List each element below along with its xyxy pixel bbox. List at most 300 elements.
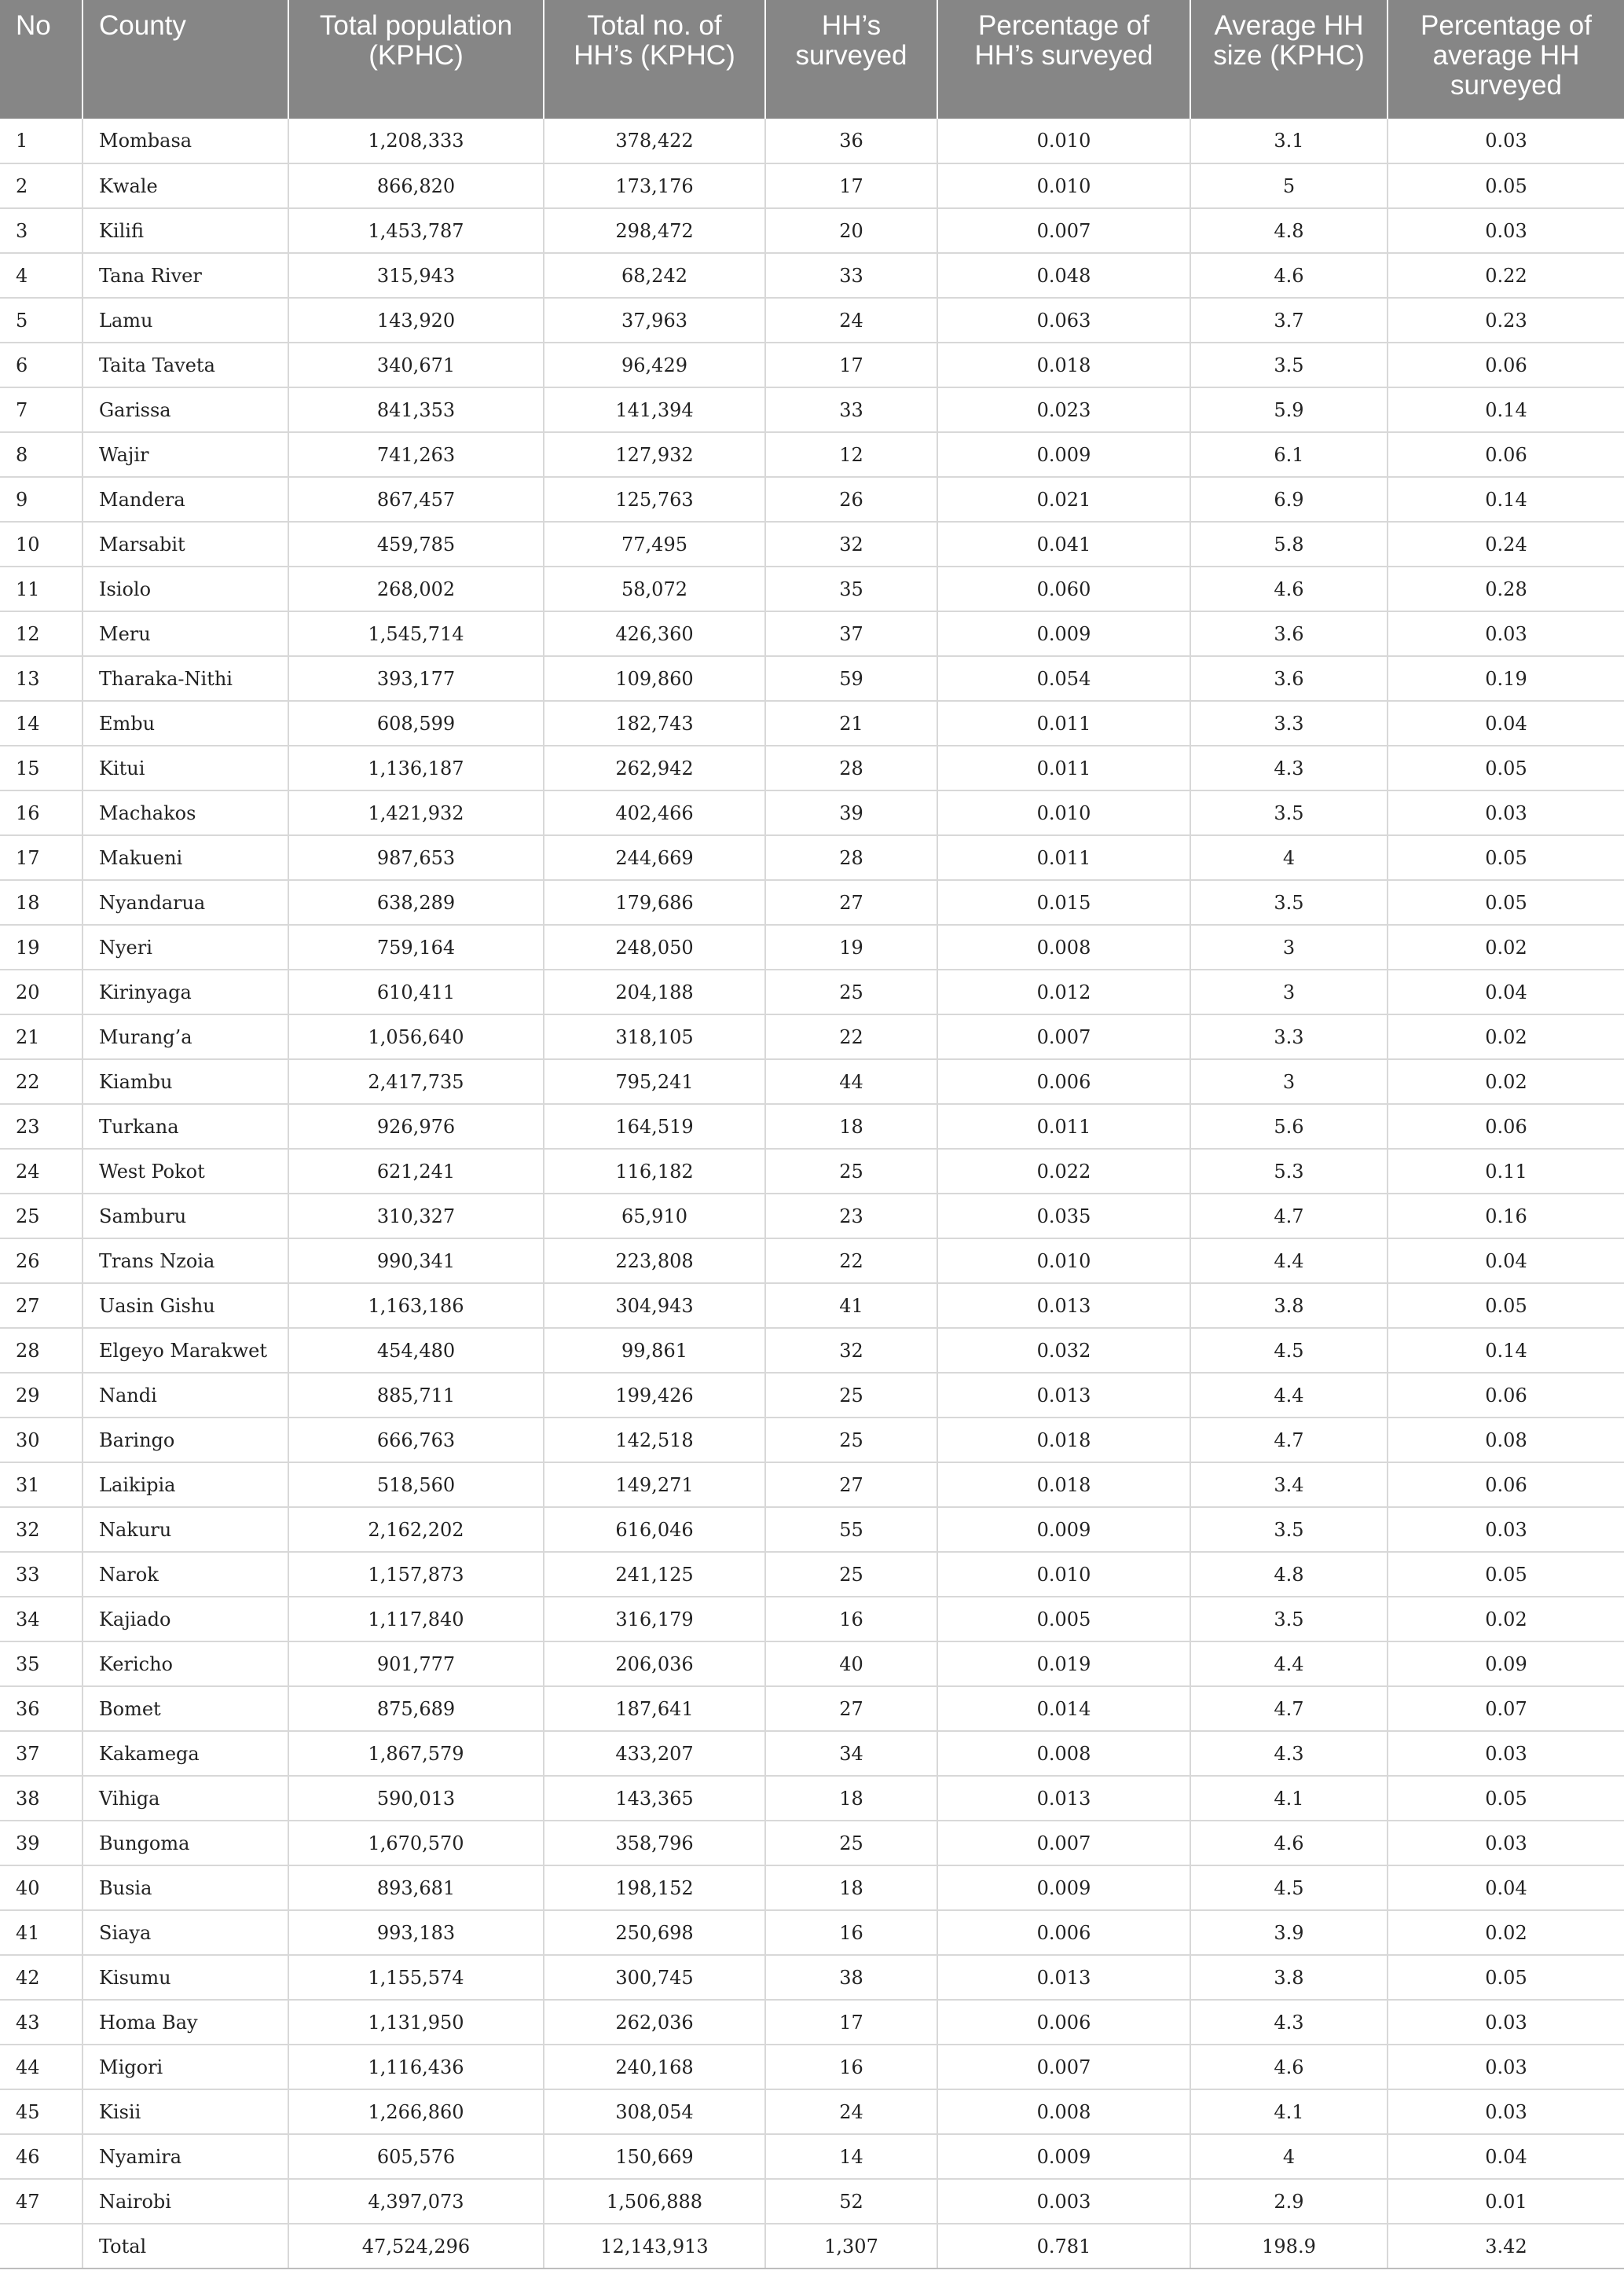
cell-county: Kiambu [82,1059,288,1104]
table-row [0,790,1624,835]
cell-total-population: 621,241 [288,1149,544,1194]
cell-percentage-surveyed: 0.010 [937,119,1190,163]
table-row [0,1328,1624,1373]
cell-county: Kirinyaga [82,970,288,1014]
cell-percentage-surveyed: 0.023 [937,387,1190,432]
cell-total-population: 393,177 [288,656,544,701]
cell-percentage-average-hh: 0.04 [1388,2134,1624,2179]
cell-county: Turkana [82,1104,288,1149]
cell-total-households: 616,046 [544,1507,765,1552]
cell-county: Kisumu [82,1955,288,2000]
cell-households-surveyed: 44 [765,1059,937,1104]
cell-average-hh-size: 6.9 [1190,477,1388,522]
cell-households-surveyed: 41 [765,1283,937,1328]
table-row [0,522,1624,567]
cell-total-households: 68,242 [544,253,765,298]
cell-average-hh-size: 4.8 [1190,208,1388,253]
cell-total-households: 240,168 [544,2045,765,2089]
cell-total-households: 223,808 [544,1238,765,1283]
cell-average-hh-size: 3.5 [1190,1597,1388,1641]
cell-percentage-surveyed: 0.006 [937,1059,1190,1104]
cell-households-surveyed: 35 [765,567,937,611]
cell-county: Machakos [82,790,288,835]
table-row [0,1059,1624,1104]
cell-no: 25 [0,1194,82,1238]
cell-county: Trans Nzoia [82,1238,288,1283]
cell-households-surveyed: 19 [765,925,937,970]
cell-total-population: 605,576 [288,2134,544,2179]
cell-county: Isiolo [82,567,288,611]
cell-no: 1 [0,119,82,163]
cell-no: 13 [0,656,82,701]
cell-average-hh-size: 3 [1190,925,1388,970]
cell-average-hh-size: 4.5 [1190,1865,1388,1910]
cell-no: 7 [0,387,82,432]
table-row [0,835,1624,880]
table-row [0,1283,1624,1328]
table-row [0,2045,1624,2089]
cell-households-surveyed: 22 [765,1238,937,1283]
cell-percentage-surveyed: 0.035 [937,1194,1190,1238]
cell-households-surveyed: 25 [765,1149,937,1194]
cell-total-population: 2,417,735 [288,1059,544,1104]
cell-percentage-average-hh: 0.03 [1388,790,1624,835]
cell-no: 15 [0,746,82,790]
cell-average-hh-size: 4.4 [1190,1373,1388,1418]
cell-percentage-surveyed: 0.013 [937,1776,1190,1821]
cell-households-surveyed: 55 [765,1507,937,1552]
cell-percentage-average-hh: 0.03 [1388,611,1624,656]
total-row [0,2224,1624,2268]
table-row [0,477,1624,522]
cell-total-households: 65,910 [544,1194,765,1238]
cell-households-surveyed: 26 [765,477,937,522]
cell-total-population: 143,920 [288,298,544,343]
cell-households-surveyed: 52 [765,2179,937,2224]
cell-average-hh-size: 3.5 [1190,880,1388,925]
cell-average-hh-size: 3.4 [1190,1462,1388,1507]
cell-county: Busia [82,1865,288,1910]
cell-total-households: 99,861 [544,1328,765,1373]
cell-households-surveyed: 32 [765,1328,937,1373]
cell-total-households: 116,182 [544,1149,765,1194]
cell-households-surveyed: 25 [765,970,937,1014]
cell-total-population: 459,785 [288,522,544,567]
cell-no: 6 [0,343,82,387]
cell-total-households: 141,394 [544,387,765,432]
cell-percentage-surveyed: 0.060 [937,567,1190,611]
cell-percentage-surveyed: 0.008 [937,925,1190,970]
cell-households-surveyed: 23 [765,1194,937,1238]
cell-households-surveyed: 33 [765,387,937,432]
cell-no: 35 [0,1641,82,1686]
cell-households-surveyed: 17 [765,2000,937,2045]
cell-average-hh-size: 3.5 [1190,1507,1388,1552]
table-row [0,253,1624,298]
table-row [0,1238,1624,1283]
cell-households-surveyed: 25 [765,1552,937,1597]
table-row [0,1641,1624,1686]
cell-average-hh-size: 4.7 [1190,1194,1388,1238]
cell-percentage-surveyed: 0.019 [937,1641,1190,1686]
cell-percentage-surveyed: 0.013 [937,1283,1190,1328]
cell-percentage-average-hh: 0.06 [1388,1373,1624,1418]
cell-total-population: 340,671 [288,343,544,387]
cell-county: Kitui [82,746,288,790]
table-row [0,925,1624,970]
cell-no: 24 [0,1149,82,1194]
cell-percentage-average-hh: 0.05 [1388,163,1624,208]
table-row [0,1731,1624,1776]
cell-percentage-surveyed: 0.003 [937,2179,1190,2224]
cell-county: Kwale [82,163,288,208]
cell-total-population: 638,289 [288,880,544,925]
cell-county: Bungoma [82,1821,288,1865]
cell-average-hh-size: 4 [1190,835,1388,880]
cell-no [0,2224,82,2268]
cell-county: Meru [82,611,288,656]
cell-total-population: 759,164 [288,925,544,970]
table-body [0,119,1624,2268]
cell-total-population: 610,411 [288,970,544,1014]
cell-total-households: 262,942 [544,746,765,790]
cell-households-surveyed: 22 [765,1014,937,1059]
cell-total-population: 885,711 [288,1373,544,1418]
cell-average-hh-size: 3 [1190,1059,1388,1104]
cell-percentage-average-hh: 0.11 [1388,1149,1624,1194]
cell-percentage-average-hh: 0.03 [1388,1821,1624,1865]
cell-average-hh-size: 5 [1190,163,1388,208]
cell-county: Nyandarua [82,880,288,925]
cell-percentage-average-hh: 0.03 [1388,1731,1624,1776]
cell-percentage-average-hh: 0.28 [1388,567,1624,611]
cell-county: Lamu [82,298,288,343]
cell-average-hh-size: 4.4 [1190,1641,1388,1686]
cell-percentage-average-hh: 0.04 [1388,1238,1624,1283]
cell-average-hh-size: 5.3 [1190,1149,1388,1194]
cell-average-hh-size: 3.1 [1190,119,1388,163]
cell-percentage-average-hh: 0.05 [1388,835,1624,880]
cell-percentage-surveyed: 0.781 [937,2224,1190,2268]
cell-county: Elgeyo Marakwet [82,1328,288,1373]
cell-total-population: 987,653 [288,835,544,880]
table-row [0,1104,1624,1149]
table-row [0,1910,1624,1955]
cell-total-population: 1,136,187 [288,746,544,790]
cell-average-hh-size: 4.6 [1190,253,1388,298]
cell-percentage-average-hh: 0.24 [1388,522,1624,567]
cell-average-hh-size: 3.3 [1190,701,1388,746]
table-row [0,2000,1624,2045]
cell-total-population: 4,397,073 [288,2179,544,2224]
cell-average-hh-size: 3.8 [1190,1955,1388,2000]
cell-households-surveyed: 27 [765,880,937,925]
cell-total-households: 125,763 [544,477,765,522]
cell-percentage-average-hh: 0.02 [1388,1597,1624,1641]
cell-total-population: 454,480 [288,1328,544,1373]
cell-county: Marsabit [82,522,288,567]
cell-total-population: 47,524,296 [288,2224,544,2268]
cell-average-hh-size: 6.1 [1190,432,1388,477]
cell-average-hh-size: 4.1 [1190,1776,1388,1821]
cell-no: 45 [0,2089,82,2134]
cell-percentage-surveyed: 0.021 [937,477,1190,522]
cell-average-hh-size: 3.5 [1190,343,1388,387]
cell-percentage-average-hh: 0.05 [1388,746,1624,790]
header-total-households: Total no. of HH’s (KPHC) [544,0,765,119]
cell-average-hh-size: 5.6 [1190,1104,1388,1149]
cell-percentage-average-hh: 0.04 [1388,1865,1624,1910]
cell-percentage-surveyed: 0.011 [937,701,1190,746]
cell-households-surveyed: 18 [765,1776,937,1821]
cell-county: Total [82,2224,288,2268]
cell-average-hh-size: 3.9 [1190,1910,1388,1955]
cell-percentage-average-hh: 0.02 [1388,1910,1624,1955]
cell-percentage-average-hh: 0.03 [1388,119,1624,163]
cell-no: 33 [0,1552,82,1597]
cell-percentage-surveyed: 0.018 [937,343,1190,387]
cell-average-hh-size: 4.4 [1190,1238,1388,1283]
cell-county: Garissa [82,387,288,432]
table-row [0,880,1624,925]
header-percentage-surveyed: Percentage of HH’s surveyed [937,0,1190,119]
table-row [0,163,1624,208]
cell-total-households: 96,429 [544,343,765,387]
cell-percentage-average-hh: 0.03 [1388,1507,1624,1552]
cell-average-hh-size: 4.7 [1190,1418,1388,1462]
cell-average-hh-size: 4.6 [1190,2045,1388,2089]
cell-households-surveyed: 14 [765,2134,937,2179]
cell-percentage-surveyed: 0.010 [937,1238,1190,1283]
cell-total-households: 187,641 [544,1686,765,1731]
cell-total-population: 268,002 [288,567,544,611]
cell-percentage-surveyed: 0.012 [937,970,1190,1014]
cell-average-hh-size: 4.5 [1190,1328,1388,1373]
cell-county: Kajiado [82,1597,288,1641]
cell-percentage-average-hh: 0.05 [1388,1283,1624,1328]
cell-percentage-surveyed: 0.009 [937,611,1190,656]
table-row [0,1507,1624,1552]
cell-households-surveyed: 25 [765,1821,937,1865]
cell-percentage-surveyed: 0.007 [937,1014,1190,1059]
table-row [0,970,1624,1014]
cell-total-households: 298,472 [544,208,765,253]
cell-total-population: 1,421,932 [288,790,544,835]
cell-total-households: 109,860 [544,656,765,701]
cell-county: Tharaka-Nithi [82,656,288,701]
cell-total-population: 1,131,950 [288,2000,544,2045]
cell-percentage-surveyed: 0.054 [937,656,1190,701]
table-row [0,1821,1624,1865]
cell-percentage-surveyed: 0.009 [937,432,1190,477]
cell-percentage-average-hh: 0.01 [1388,2179,1624,2224]
table-row [0,701,1624,746]
cell-percentage-surveyed: 0.018 [937,1462,1190,1507]
cell-total-households: 150,669 [544,2134,765,2179]
cell-percentage-average-hh: 0.23 [1388,298,1624,343]
cell-county: Samburu [82,1194,288,1238]
cell-no: 38 [0,1776,82,1821]
table-row [0,387,1624,432]
cell-percentage-average-hh: 0.07 [1388,1686,1624,1731]
cell-households-surveyed: 21 [765,701,937,746]
cell-no: 22 [0,1059,82,1104]
cell-no: 29 [0,1373,82,1418]
cell-total-population: 1,266,860 [288,2089,544,2134]
cell-no: 17 [0,835,82,880]
cell-total-households: 262,036 [544,2000,765,2045]
cell-county: Mombasa [82,119,288,163]
table-row [0,1373,1624,1418]
cell-total-population: 875,689 [288,1686,544,1731]
cell-total-households: 426,360 [544,611,765,656]
cell-households-surveyed: 27 [765,1686,937,1731]
cell-percentage-average-hh: 0.03 [1388,2089,1624,2134]
table-row [0,119,1624,163]
cell-households-surveyed: 17 [765,343,937,387]
cell-total-households: 127,932 [544,432,765,477]
cell-percentage-surveyed: 0.009 [937,1865,1190,1910]
table-row [0,2179,1624,2224]
header-average-hh-size: Average HH size (KPHC) [1190,0,1388,119]
cell-total-households: 300,745 [544,1955,765,2000]
cell-total-households: 182,743 [544,701,765,746]
table-row [0,1776,1624,1821]
table-row [0,611,1624,656]
table-row [0,1686,1624,1731]
cell-average-hh-size: 3.7 [1190,298,1388,343]
cell-county: Nandi [82,1373,288,1418]
cell-percentage-average-hh: 0.02 [1388,1059,1624,1104]
header-households-surveyed: HH’s surveyed [765,0,937,119]
cell-percentage-average-hh: 0.14 [1388,477,1624,522]
header-total-population: Total population (KPHC) [288,0,544,119]
cell-county: Kisii [82,2089,288,2134]
cell-total-households: 143,365 [544,1776,765,1821]
cell-percentage-surveyed: 0.018 [937,1418,1190,1462]
header-row [0,0,1624,119]
cell-percentage-average-hh: 0.03 [1388,2000,1624,2045]
cell-percentage-average-hh: 0.06 [1388,432,1624,477]
cell-total-population: 926,976 [288,1104,544,1149]
cell-no: 10 [0,522,82,567]
cell-percentage-surveyed: 0.009 [937,1507,1190,1552]
cell-total-households: 12,143,913 [544,2224,765,2268]
cell-total-households: 308,054 [544,2089,765,2134]
cell-county: Kilifi [82,208,288,253]
cell-county: Nyamira [82,2134,288,2179]
cell-total-households: 241,125 [544,1552,765,1597]
cell-total-households: 37,963 [544,298,765,343]
cell-total-households: 179,686 [544,880,765,925]
cell-average-hh-size: 5.8 [1190,522,1388,567]
cell-households-surveyed: 27 [765,1462,937,1507]
cell-percentage-surveyed: 0.011 [937,835,1190,880]
cell-households-surveyed: 12 [765,432,937,477]
cell-total-households: 250,698 [544,1910,765,1955]
cell-no: 28 [0,1328,82,1373]
cell-percentage-average-hh: 0.05 [1388,1552,1624,1597]
cell-percentage-average-hh: 0.02 [1388,1014,1624,1059]
cell-total-households: 358,796 [544,1821,765,1865]
cell-county: Siaya [82,1910,288,1955]
cell-total-households: 304,943 [544,1283,765,1328]
cell-households-surveyed: 16 [765,1597,937,1641]
table-row [0,208,1624,253]
cell-total-population: 1,453,787 [288,208,544,253]
cell-percentage-surveyed: 0.014 [937,1686,1190,1731]
cell-average-hh-size: 3.5 [1190,790,1388,835]
cell-percentage-average-hh: 0.09 [1388,1641,1624,1686]
cell-no: 8 [0,432,82,477]
cell-total-population: 990,341 [288,1238,544,1283]
cell-no: 11 [0,567,82,611]
cell-households-surveyed: 25 [765,1418,937,1462]
cell-percentage-surveyed: 0.007 [937,1821,1190,1865]
cell-no: 21 [0,1014,82,1059]
cell-households-surveyed: 16 [765,1910,937,1955]
cell-average-hh-size: 4.3 [1190,2000,1388,2045]
cell-county: Narok [82,1552,288,1597]
table-row [0,567,1624,611]
table-row [0,1955,1624,2000]
cell-households-surveyed: 28 [765,835,937,880]
cell-total-population: 993,183 [288,1910,544,1955]
cell-households-surveyed: 16 [765,2045,937,2089]
cell-total-households: 316,179 [544,1597,765,1641]
cell-households-surveyed: 25 [765,1373,937,1418]
cell-percentage-surveyed: 0.048 [937,253,1190,298]
cell-percentage-average-hh: 0.16 [1388,1194,1624,1238]
header-no: No [0,0,82,119]
cell-total-population: 1,670,570 [288,1821,544,1865]
table-row [0,343,1624,387]
cell-households-surveyed: 36 [765,119,937,163]
cell-households-surveyed: 1,307 [765,2224,937,2268]
cell-total-population: 608,599 [288,701,544,746]
table-row [0,1462,1624,1507]
cell-percentage-surveyed: 0.005 [937,1597,1190,1641]
cell-percentage-surveyed: 0.010 [937,1552,1190,1597]
cell-total-population: 841,353 [288,387,544,432]
cell-percentage-surveyed: 0.013 [937,1373,1190,1418]
table-row [0,1865,1624,1910]
cell-no: 3 [0,208,82,253]
cell-households-surveyed: 39 [765,790,937,835]
cell-total-households: 77,495 [544,522,765,567]
cell-total-population: 590,013 [288,1776,544,1821]
cell-county: Wajir [82,432,288,477]
cell-percentage-average-hh: 0.19 [1388,656,1624,701]
cell-percentage-surveyed: 0.063 [937,298,1190,343]
cell-households-surveyed: 24 [765,298,937,343]
cell-total-population: 666,763 [288,1418,544,1462]
cell-households-surveyed: 28 [765,746,937,790]
cell-county: Kakamega [82,1731,288,1776]
cell-percentage-surveyed: 0.032 [937,1328,1190,1373]
cell-percentage-average-hh: 0.22 [1388,253,1624,298]
cell-average-hh-size: 4.6 [1190,1821,1388,1865]
cell-county: Tana River [82,253,288,298]
table-row [0,298,1624,343]
cell-average-hh-size: 4 [1190,2134,1388,2179]
cell-no: 47 [0,2179,82,2224]
table-row [0,656,1624,701]
cell-no: 34 [0,1597,82,1641]
cell-total-households: 198,152 [544,1865,765,1910]
cell-total-households: 206,036 [544,1641,765,1686]
table-row [0,2089,1624,2134]
